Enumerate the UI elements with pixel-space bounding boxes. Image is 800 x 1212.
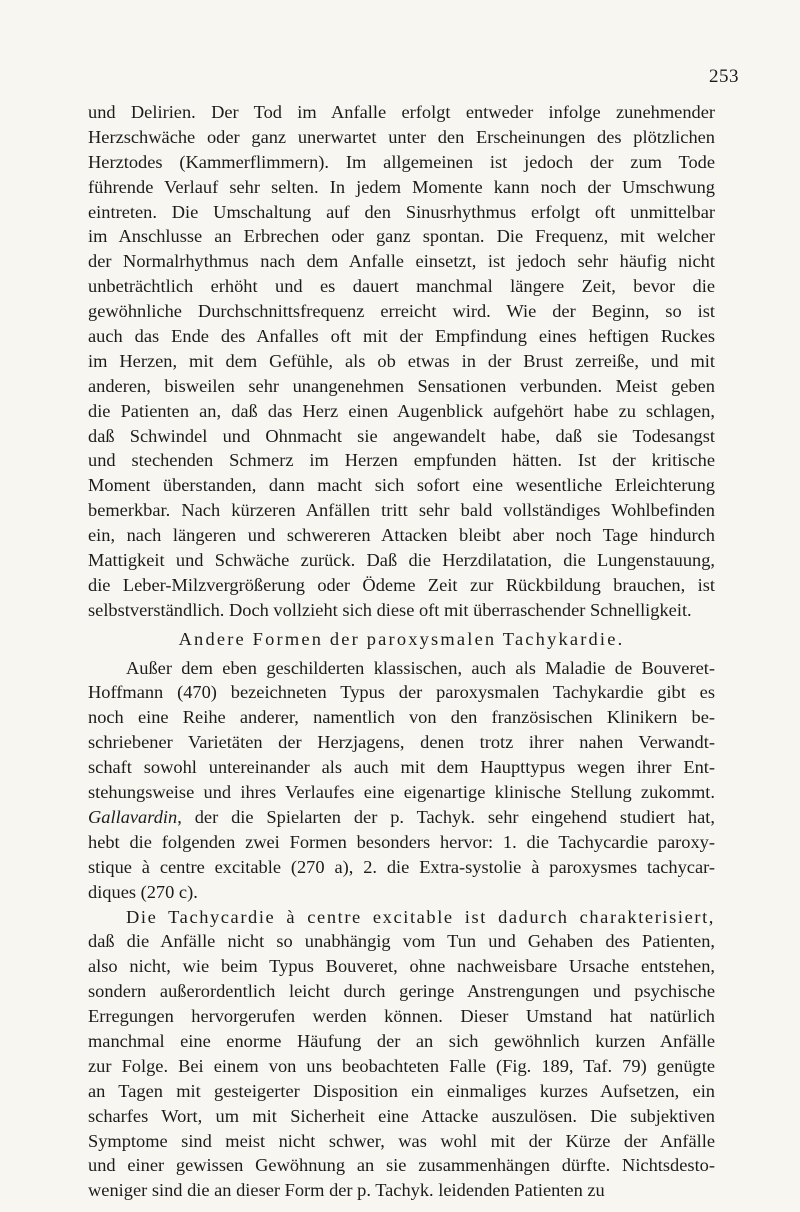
text-line: Gallavardin, der die Spielarten der p. Tachyk. sehr eingehend studiert hat, [88, 806, 715, 827]
text-line: Mattigkeit und Schwäche zurück. Daß die Herzdilatation, die Lungenstauung, [88, 550, 715, 571]
text-line: Moment überstanden, dann macht sich sofort eine wesentliche Erleichterung [88, 475, 715, 496]
text-line: also nicht, wie beim Typus Bouveret, ohne nachweisbare Ursache entstehen, [88, 956, 715, 977]
text-line: noch eine Reihe anderer, namentlich von den französischen Klinikern be- [88, 707, 715, 728]
text-line: daß Schwindel und Ohnmacht sie angewandelt habe, daß sie Todesangst [88, 425, 715, 446]
text-line: im Anschlusse an Erbrechen oder ganz spontan. Die Frequenz, mit welcher [88, 226, 715, 247]
paragraph-1 [88, 100, 715, 623]
text-line: diques (270 c). [88, 881, 198, 902]
text-line: schriebener Varietäten der Herzjagens, denen trotz ihrer nahen Verwandt- [88, 732, 715, 753]
text-line: auch das Ende des Anfalles oft mit der Empfindung eines heftigen Ruckes [88, 326, 715, 347]
text-line: Erregungen hervorgerufen werden können. Dieser Umstand hat natürlich [88, 1006, 715, 1027]
text-line: gewöhnliche Durchschnittsfrequenz erreicht wird. Wie der Beginn, so ist [88, 301, 715, 322]
text-line: und Delirien. Der Tod im Anfalle erfolgt entweder infolge zunehmender [88, 102, 715, 122]
text-line: im Herzen, mit dem Gefühle, als ob etwas in der Brust zerreiße, und mit [88, 350, 715, 371]
text-line: zur Folge. Bei einem von uns beobachteten Falle (Fig. 189, Taf. 79) genügte [88, 1055, 715, 1076]
text-line: sondern außerordentlich leicht durch geringe Anstrengungen und psychische [88, 981, 715, 1002]
text-line: bemerkbar. Nach kürzeren Anfällen tritt sehr bald vollständiges Wohlbefinden [88, 500, 715, 521]
text-line: unbeträchtlich erhöht und es dauert manchmal längere Zeit, bevor die [88, 276, 715, 297]
text-line: die Leber-Milzvergrößerung oder Ödeme Zeit zur Rückbildung brauchen, ist [88, 574, 715, 595]
text-line: weniger sind die an dieser Form der p. Tachyk. leidenden Patienten zu [88, 1180, 605, 1201]
text-line: Außer dem eben geschilderten klassischen, auch als Maladie de Bouveret- [126, 657, 715, 678]
text-line: scharfes Wort, um mit Sicherheit eine Attacke auszulösen. Die subjektiven [88, 1105, 715, 1126]
section-heading: Andere Formen der paroxysmalen Tachykardie. [178, 628, 625, 649]
text-line: eintreten. Die Umschaltung auf den Sinusrhythmus erfolgt oft unmittelbar [88, 201, 715, 222]
page-number: 253 [709, 66, 739, 87]
body-text [88, 100, 715, 1203]
text-line: hebt die folgenden zwei Formen besonders hervor: 1. die Tachycardie paroxy- [88, 831, 715, 852]
text-line: Symptome sind meist nicht schwer, was wohl mit der Kürze der Anfälle [88, 1130, 715, 1151]
text-line: stehungsweise und ihres Verlaufes eine eigenartige klinische Stellung zukommt. [88, 782, 715, 803]
text-line: und einer gewissen Gewöhnung an sie zusammenhängen dürfte. Nichtsdesto- [88, 1155, 715, 1176]
text-line: daß die Anfälle nicht so unabhängig vom Tun und Gehaben des Patienten, [88, 931, 715, 952]
text-line: führende Verlauf sehr selten. In jedem Momente kann noch der Umschwung [88, 176, 715, 197]
text-line: manchmal eine enorme Häufung der an sich gewöhnlich kurzen Anfälle [88, 1030, 715, 1051]
text-line: Herztodes (Kammerflimmern). Im allgemeinen ist jedoch der zum Tode [88, 151, 715, 172]
text-line: Herzschwäche oder ganz unerwartet unter den Erscheinungen des plötzlichen [88, 126, 715, 147]
text-line: die Patienten an, daß das Herz einen Augenblick aufgehört habe zu schlagen, [88, 400, 715, 421]
text-line: Die Tachycardie à centre excitable ist dadurch charakterisiert, [126, 906, 715, 927]
text-line: stique à centre excitable (270 a), 2. die Extra-systolie à paroxysmes tachycar- [88, 856, 715, 877]
text-line: selbstverständlich. Doch vollzieht sich diese oft mit überraschender Schnelligkeit. [88, 599, 692, 620]
paragraph-3 [88, 905, 715, 1204]
text-line: an Tagen mit gesteigerter Disposition ein einmaliges kurzes Aufsetzen, ein [88, 1080, 715, 1101]
text-line: der Normalrhythmus nach dem Anfalle einsetzt, ist jedoch sehr häufig nicht [88, 251, 715, 272]
text-line: ein, nach längeren und schwereren Attacken bleibt aber noch Tage hindurch [88, 525, 715, 546]
text-line: schaft sowohl untereinander als auch mit dem Haupttypus wegen ihrer Ent- [88, 757, 715, 778]
text-line: anderen, bisweilen sehr unangenehmen Sensationen verbunden. Meist geben [88, 375, 715, 396]
paragraph-2 [88, 656, 715, 905]
text-line: und stechenden Schmerz im Herzen empfunden hätten. Ist der kritische [88, 450, 715, 471]
text-line: Hoffmann (470) bezeichneten Typus der paroxysmalen Tachykardie gibt es [88, 682, 715, 703]
